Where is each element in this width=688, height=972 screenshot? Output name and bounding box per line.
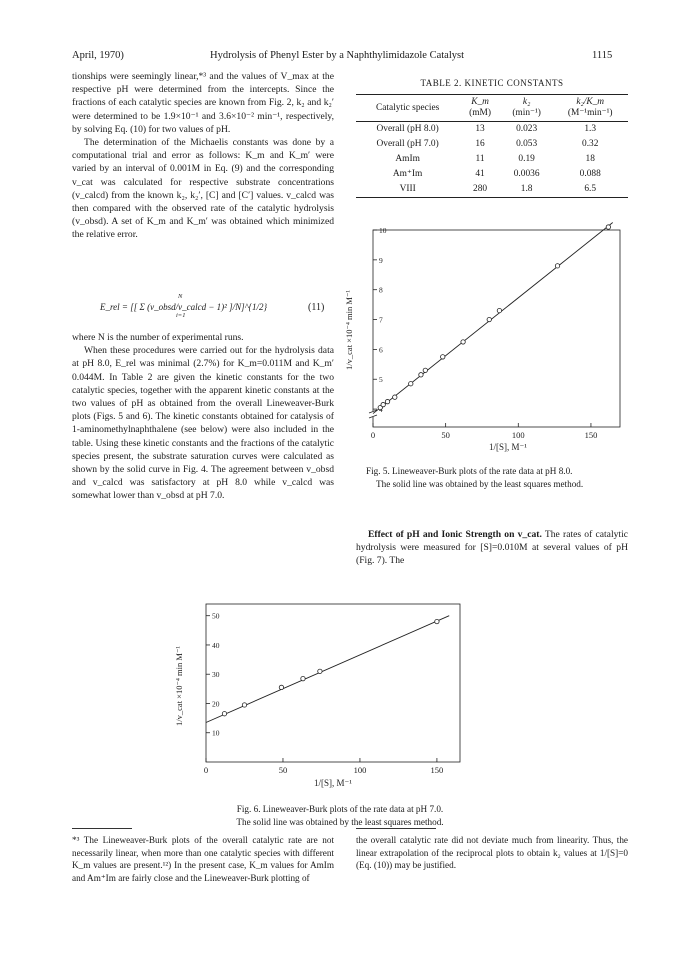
running-header-title: Hydrolysis of Phenyl Ester by a Naphthylimidazole Catalyst	[210, 50, 464, 61]
table-row	[356, 167, 628, 182]
footnote-rule-left	[72, 828, 132, 829]
figure-5	[340, 222, 630, 454]
table-header-unit: (mM)	[469, 108, 491, 118]
table-cell-value: 13	[475, 124, 485, 134]
data-point	[487, 317, 491, 321]
table-cell-species: Am⁺Im	[392, 169, 423, 179]
equation-sum-upper: N	[178, 293, 183, 300]
table-cell-value: 11	[475, 154, 485, 164]
plot-frame	[373, 230, 620, 427]
right-column-section	[356, 528, 628, 568]
table-cell-value: 1.3	[584, 124, 597, 134]
data-point	[301, 676, 305, 680]
table-header-cell	[459, 95, 501, 122]
data-point	[435, 619, 439, 623]
table-cell-value: 18	[585, 154, 595, 164]
x-tick-label: 150	[430, 765, 444, 775]
table-header-label: K_m	[471, 97, 489, 107]
x-tick-label: 0	[370, 430, 376, 440]
y-tick-label: 5	[379, 375, 383, 385]
table-cell-value: 1.8	[520, 184, 533, 194]
table-cell-value: 6.5	[584, 184, 597, 194]
y-tick-label: 20	[212, 699, 220, 709]
figure-5-caption-note: The solid line was obtained by the least squares method.	[376, 478, 584, 489]
figure-6	[168, 596, 468, 801]
figure-5-plot	[340, 222, 630, 454]
table-header-label: Catalytic species	[376, 102, 440, 113]
data-point	[385, 399, 389, 403]
y-tick-label: 30	[212, 670, 220, 680]
table-cell-value: 0.053	[516, 139, 538, 149]
table-cell-value: 41	[475, 169, 485, 179]
data-point	[555, 264, 559, 268]
table-cell-value: 0.32	[582, 139, 599, 149]
data-point	[393, 395, 397, 399]
table-header-cell	[356, 95, 459, 122]
data-point	[419, 373, 423, 377]
data-point	[497, 308, 501, 312]
y-tick-label: 40	[212, 640, 220, 650]
data-point	[409, 382, 413, 386]
x-tick-label: 50	[441, 430, 450, 440]
x-tick-label: 100	[511, 430, 525, 440]
figure-6-caption-note: The solid line was obtained by the least squares method.	[236, 816, 444, 827]
data-point	[461, 340, 465, 344]
data-point	[242, 703, 246, 707]
section-heading: Effect of pH and Ionic Strength on v_cat.	[368, 529, 542, 540]
footnote-rule-right	[356, 828, 436, 829]
figure-6-caption-title: Fig. 6. Lineweaver-Burk plots of the rate data at pH 7.0.	[236, 804, 444, 814]
section-text: The rates of catalytic hydrolysis were measured for [S]=0.010M at several values of pH (Fig. 7). The	[356, 529, 628, 567]
table-row	[356, 137, 628, 152]
data-point	[423, 368, 427, 372]
data-point	[279, 685, 283, 689]
table-cell-value: 16	[475, 139, 485, 149]
y-axis-label: 1/v_cat ×10⁻⁴ min M⁻¹	[344, 290, 354, 370]
data-point	[381, 402, 385, 406]
y-tick-label: 7	[379, 315, 383, 325]
kinetic-constants-table	[356, 94, 628, 198]
footnote-left: *³ The Lineweaver-Burk plots of the overall catalytic rate are not necessarily linear, when more than one catalytic species with different K_m values are present.¹²) In the present case, K_m values for AmIm and Am⁺Im are fairly close and the Lineweaver-Burk plotting of	[72, 835, 334, 883]
figure-5-caption-title: Fig. 5. Lineweaver-Burk plots of the rate data at pH 8.0.	[366, 466, 573, 476]
table-cell-value: 0.088	[579, 169, 601, 179]
y-tick-label: 9	[379, 255, 383, 265]
table-row	[356, 152, 628, 167]
x-tick-label: 100	[353, 765, 367, 775]
table-cell-value: 280	[473, 184, 488, 194]
figure-6-caption	[160, 803, 520, 828]
y-tick-label: 8	[379, 285, 383, 295]
table-header-cell	[552, 95, 628, 122]
equation-11	[72, 293, 334, 319]
table-header-label: k₂	[522, 97, 531, 107]
data-point	[441, 355, 445, 359]
x-axis-label: 1/[S], M⁻¹	[314, 778, 352, 788]
left-column-lower	[72, 331, 334, 503]
equation-sum-lower: i=1	[176, 312, 186, 319]
table-cell-species: Overall (pH 8.0)	[376, 124, 439, 134]
table-header-unit: (min⁻¹)	[512, 108, 541, 118]
figure-6-plot	[168, 596, 468, 801]
table-row	[356, 182, 628, 198]
y-tick-label: 10	[379, 226, 387, 235]
table-header-cell	[501, 95, 553, 122]
running-header-date: April, 1970)	[72, 50, 124, 61]
table-header-unit: (M⁻¹min⁻¹)	[567, 108, 613, 118]
table-cell-species: VIII	[399, 184, 416, 194]
x-axis-label: 1/[S], M⁻¹	[489, 442, 527, 452]
data-point	[318, 669, 322, 673]
footnote-right: the overall catalytic rate did not deviate much from linearity. Thus, the linear extrapolation of the reciprocal plots to obtain k₂ values at 1/[S]=0 (Eq. (10)) may be justified.	[356, 835, 628, 871]
paragraph-1: tionships were seemingly linear,*³ and the values of V_max at the respective pH were determined from the intercepts. Since the fractions of each catalytic species are known from Fig. 2, k₂ and k₂′ were determined to be 1.9×10⁻¹ and 3.6×10⁻² min⁻¹, respectively, by solving Eq. (10) for two values of pH.	[72, 71, 334, 135]
data-point	[222, 712, 226, 716]
y-axis-label: 1/v_cat ×10⁻⁴ min M⁻¹	[174, 646, 184, 726]
table-header-label: k₂/K_m	[576, 97, 605, 107]
table-2	[356, 78, 628, 198]
table-caption: TABLE 2. KINETIC CONSTANTS	[420, 78, 564, 88]
figure-5-caption	[366, 465, 628, 490]
table-cell-species: AmIm	[395, 154, 420, 164]
page-number: 1115	[592, 50, 613, 61]
y-tick-label: 6	[379, 345, 383, 355]
table-row	[356, 122, 628, 138]
x-tick-label: 150	[584, 430, 598, 440]
y-tick-label: 10	[212, 728, 220, 738]
equation-number: (11)	[308, 302, 325, 313]
data-point	[606, 225, 610, 229]
left-column	[72, 70, 334, 242]
x-tick-label: 0	[203, 765, 209, 775]
table-cell-value: 0.19	[518, 154, 535, 164]
paragraph-2: The determination of the Michaelis constants was done by a computational trial and error as follows: K_m and K_m′ were varied by an interval of 0.001M in Eq. (9) and the corresponding v_cat was calculated for respective substrate concentrations (v_calcd) from the known k₂, k₂′, [C] and [C′] values. v_calcd was then compared with the observed rate of the catalytic hydrolysis (v_obsd). A set of K_m and K_m′ was obtained which minimized the relative error.	[72, 137, 334, 241]
table-cell-value: 0.023	[516, 124, 538, 134]
table-cell-species: Overall (pH 7.0)	[376, 139, 439, 149]
x-tick-label: 50	[278, 765, 288, 775]
table-cell-value: 0.0036	[513, 169, 540, 179]
paragraph-3: where N is the number of experimental runs.	[72, 332, 244, 343]
equation-body: E_rel = [[ Σ (v_obsd/v_calcd − 1)² ]/N]^{1/2}	[100, 302, 268, 312]
y-tick-label: 50	[212, 611, 220, 621]
paragraph-4: When these procedures were carried out for the hydrolysis data at pH 8.0, E_rel was minimal (2.7%) for K_m=0.011M and K_m′ 0.044M. In Table 2 are given the kinetic constants for the two catalytic species, together with the apparent kinetic constants at the two values of pH as obtained from the overall Lineweaver-Burk plots (Figs. 5 and 6). The kinetic constants obtained for catalysis of 1-aminomethylnaphthalene (see below) were also included in the table. Using these kinetic constants and the fractions of the catalytic species present, the substrate saturation curves were calculated as shown by the solid curve in Fig. 4. The agreement between v_obsd and v_calcd was satisfactory at pH 8.0 while v_calcd was somewhat lower than v_obsd at pH 7.0.	[72, 345, 334, 502]
